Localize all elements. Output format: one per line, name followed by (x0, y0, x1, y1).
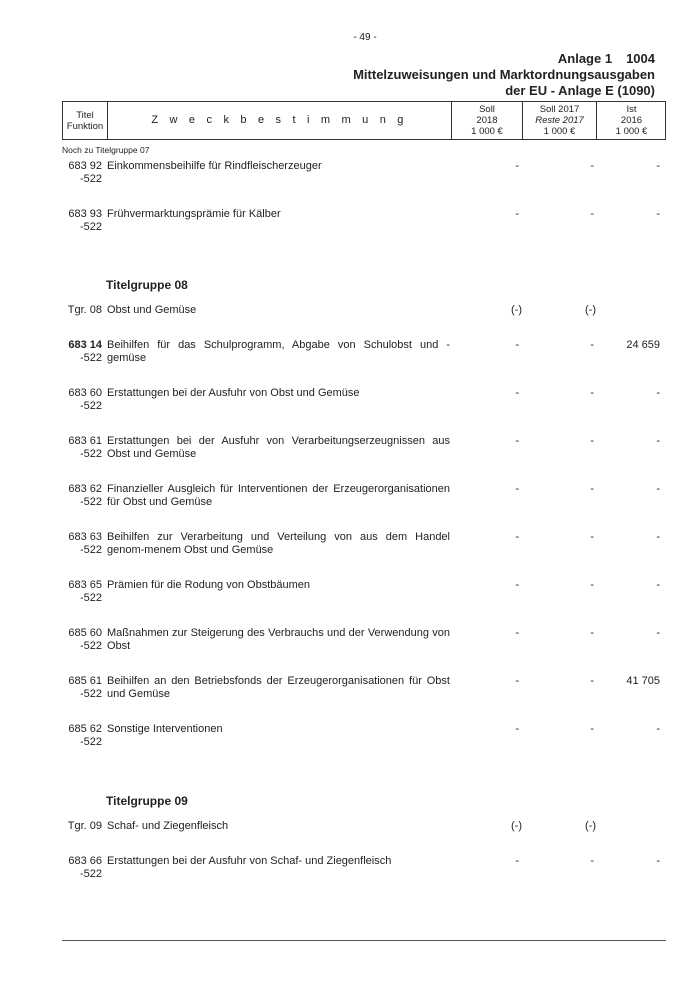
function-code: -522 (79, 592, 102, 604)
header-titel-label: Titel (76, 109, 94, 121)
anlage-heading (558, 51, 655, 67)
function-code: -522 (79, 173, 102, 185)
row-description: Beihilfen an den Betriebsfonds der Erzeugerorganisationen für Obst und Gemüse (107, 675, 450, 700)
table-header (62, 101, 666, 140)
value-soll-2018: - (515, 339, 519, 351)
title-code: 685 61 (68, 675, 102, 687)
value-ist-2016: - (656, 483, 660, 495)
value-ist-2016: - (656, 579, 660, 591)
row-description: Prämien für die Rodung von Obstbäumen (107, 579, 311, 591)
header-soll2017-l1: Soll 2017 (539, 104, 580, 115)
value-soll-2018: - (515, 531, 519, 543)
continuation-note: Noch zu Titelgruppe 07 (62, 145, 150, 155)
column-header-soll-2017 (523, 102, 596, 139)
value-soll-2018: - (515, 723, 519, 735)
group-title-08: Titelgruppe 08 (106, 278, 188, 292)
function-code: -522 (79, 868, 102, 880)
title-code: 683 92 (68, 160, 102, 172)
anlage-number: 1004 (626, 51, 655, 66)
header-soll2017-l3: 1 000 € (543, 126, 576, 137)
row-description: Schaf- und Ziegenfleisch (107, 820, 229, 832)
row-description: Frühvermarktungsprämie für Kälber (107, 208, 281, 220)
value-soll-2018: (-) (511, 304, 522, 316)
column-header-ist-2016 (597, 102, 666, 139)
title-code: 683 63 (68, 531, 102, 543)
value-ist-2016: - (656, 627, 660, 639)
value-ist-2016: - (656, 208, 660, 220)
function-code: -522 (79, 640, 102, 652)
title-code: 683 93 (68, 208, 102, 220)
column-header-titel (63, 102, 107, 139)
function-code: -522 (79, 221, 102, 233)
value-soll-2018: (-) (511, 820, 522, 832)
function-code: -522 (79, 544, 102, 556)
value-soll-2017: - (590, 435, 594, 447)
title-code: 685 62 (68, 723, 102, 735)
title-code: Tgr. 09 (67, 820, 102, 832)
footer-divider (62, 940, 666, 941)
value-soll-2018: - (515, 435, 519, 447)
header-ist2016-l1: Ist (626, 104, 637, 115)
function-code: -522 (79, 400, 102, 412)
group-title-09: Titelgruppe 09 (106, 794, 188, 808)
header-ist2016-l2: 2016 (620, 115, 643, 126)
header-ist2016-l3: 1 000 € (615, 126, 648, 137)
value-ist-2016: - (656, 160, 660, 172)
value-soll-2018: - (515, 160, 519, 172)
row-description: Beihilfen zur Verarbeitung und Verteilung von aus dem Handel genom-menem Obst und Gemüse (107, 531, 450, 556)
row-description: Finanzieller Ausgleich für Interventionen der Erzeugerorganisationen für Obst und Gemüse (107, 483, 450, 508)
title-code: Tgr. 08 (67, 304, 102, 316)
value-soll-2017: - (590, 531, 594, 543)
function-code: -522 (79, 352, 102, 364)
value-soll-2017: - (590, 675, 594, 687)
row-description: Sonstige Interventionen (107, 723, 223, 735)
value-soll-2017: (-) (585, 820, 596, 832)
value-soll-2017: - (590, 855, 594, 867)
page-number: - 49 - (353, 32, 377, 43)
function-code: -522 (79, 496, 102, 508)
row-description: Erstattungen bei der Ausfuhr von Obst und Gemüse (107, 387, 360, 399)
header-funktion-label: Funktion (66, 120, 104, 132)
value-soll-2017: (-) (585, 304, 596, 316)
document-title-line2: der EU - Anlage E (1090) (505, 83, 655, 98)
header-soll2017-l2: Reste 2017 (535, 115, 584, 126)
value-ist-2016: - (656, 531, 660, 543)
value-ist-2016: - (656, 387, 660, 399)
title-code: 683 14 (68, 339, 102, 351)
column-header-soll-2018 (452, 102, 522, 139)
title-code: 683 65 (68, 579, 102, 591)
value-soll-2018: - (515, 483, 519, 495)
value-soll-2017: - (590, 208, 594, 220)
title-code: 683 62 (68, 483, 102, 495)
value-ist-2016: 24 659 (626, 339, 660, 351)
row-description: Erstattungen bei der Ausfuhr von Schaf- und Ziegenfleisch (107, 855, 392, 867)
title-code: 685 60 (68, 627, 102, 639)
value-soll-2018: - (515, 579, 519, 591)
value-ist-2016: - (656, 435, 660, 447)
value-soll-2017: - (590, 579, 594, 591)
header-soll2018-l2: 2018 (476, 115, 498, 126)
function-code: -522 (79, 688, 102, 700)
value-soll-2017: - (590, 160, 594, 172)
anlage-label: Anlage 1 (557, 51, 613, 66)
value-soll-2018: - (515, 627, 519, 639)
title-code: 683 66 (68, 855, 102, 867)
column-header-zweckbestimmung: Z w e c k b e s t i m m u n g (151, 114, 408, 126)
title-code: 683 60 (68, 387, 102, 399)
row-description: Einkommensbeihilfe für Rindfleischerzeuger (107, 160, 322, 172)
document-title-line1: Mittelzuweisungen und Marktordnungsausgaben (353, 67, 655, 82)
function-code: -522 (79, 736, 102, 748)
value-ist-2016: - (656, 723, 660, 735)
value-soll-2018: - (515, 675, 519, 687)
header-soll2018-l3: 1 000 € (471, 126, 503, 137)
value-soll-2017: - (590, 483, 594, 495)
value-ist-2016: - (656, 855, 660, 867)
value-ist-2016: 41 705 (626, 675, 660, 687)
row-description: Beihilfen für das Schulprogramm, Abgabe von Schulobst und - gemüse (107, 339, 450, 364)
value-soll-2017: - (590, 387, 594, 399)
title-code: 683 61 (68, 435, 102, 447)
value-soll-2017: - (590, 339, 594, 351)
row-description: Obst und Gemüse (107, 304, 197, 316)
value-soll-2017: - (590, 627, 594, 639)
row-description: Maßnahmen zur Steigerung des Verbrauchs und der Verwendung von Obst (107, 627, 450, 652)
value-soll-2017: - (590, 723, 594, 735)
value-soll-2018: - (515, 387, 519, 399)
value-soll-2018: - (515, 208, 519, 220)
row-description: Erstattungen bei der Ausfuhr von Verarbeitungserzeugnissen aus Obst und Gemüse (107, 435, 450, 460)
function-code: -522 (79, 448, 102, 460)
value-soll-2018: - (515, 855, 519, 867)
header-soll2018-l1: Soll (479, 104, 495, 115)
